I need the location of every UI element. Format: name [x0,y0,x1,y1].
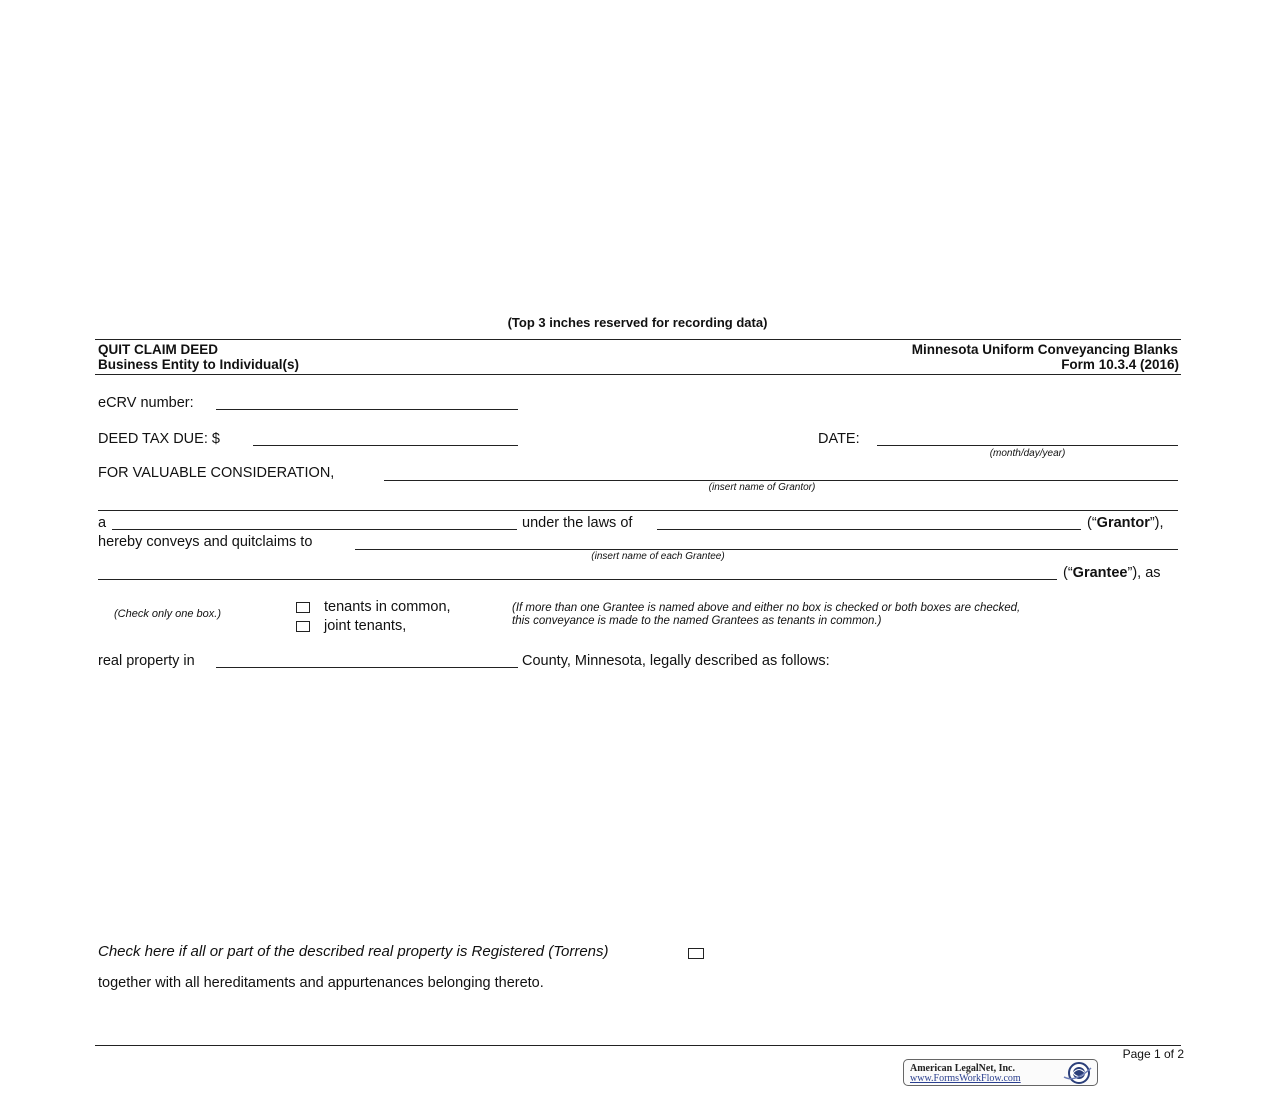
joint-tenants-label: joint tenants, [324,618,407,634]
entity-type-field[interactable] [112,529,517,530]
hereditaments-clause: together with all hereditaments and appurtenances belonging thereto. [98,975,544,991]
form-number: Form 10.3.4 (2016) [1061,357,1179,372]
torrens-checkbox[interactable] [688,948,704,959]
tenants-in-common-checkbox[interactable] [296,602,310,613]
jurisdiction-field[interactable] [657,529,1081,530]
check-one-note: (Check only one box.) [114,608,221,620]
grantor-name-field-line2[interactable] [98,510,1178,511]
county-label: County, Minnesota, legally described as follows: [522,653,830,669]
logo-company-name: American LegalNet, Inc. [910,1063,1015,1074]
grantor-hint: (insert name of Grantor) [708,482,816,493]
page-number: Page 1 of 2 [1122,1047,1184,1061]
torrens-label: Check here if all or part of the described real property is Registered (Torrens) [98,943,609,960]
grantor-defined-term: (“Grantor”), [1087,515,1164,531]
header-top-rule [95,339,1181,340]
joint-tenants-checkbox[interactable] [296,621,310,632]
logo-url-link[interactable]: www.FormsWorkFlow.com [910,1073,1021,1084]
consideration-label: FOR VALUABLE CONSIDERATION, [98,465,335,481]
tenancy-note-line2: this conveyance is made to the named Grantees as tenants in common.) [512,615,882,627]
date-label: DATE: [818,431,860,447]
footer-rule [95,1045,1181,1046]
under-laws-label: under the laws of [522,515,633,531]
ecrv-label: eCRV number: [98,395,194,411]
conveys-label: hereby conveys and quitclaims to [98,534,313,550]
a-label: a [98,515,107,531]
grantee-hint: (insert name of each Grantee) [591,551,725,562]
legal-description-area[interactable] [98,680,1178,930]
document-subtitle: Business Entity to Individual(s) [98,357,300,372]
form-series: Minnesota Uniform Conveyancing Blanks [911,342,1178,357]
grantee-name-field-line2[interactable] [98,579,1057,580]
header-bottom-rule [95,374,1181,375]
date-field[interactable] [877,445,1178,446]
tenancy-note-line1: (If more than one Grantee is named above and either no box is checked or both boxes are checked, [512,602,1021,614]
deed-tax-label: DEED TAX DUE: $ [98,431,220,447]
deed-tax-field[interactable] [253,445,518,446]
date-hint: (month/day/year) [989,448,1066,459]
recording-reserved-note: (Top 3 inches reserved for recording data) [507,315,768,330]
ecrv-number-field[interactable] [216,409,518,410]
tenants-in-common-label: tenants in common, [324,599,451,615]
grantee-defined-term: (“Grantee”), as [1063,565,1161,581]
county-field[interactable] [216,667,518,668]
document-title: QUIT CLAIM DEED [98,342,218,357]
american-legalnet-logo[interactable] [903,1059,1098,1086]
property-label: real property in [98,653,195,669]
globe-icon [1061,1061,1095,1085]
